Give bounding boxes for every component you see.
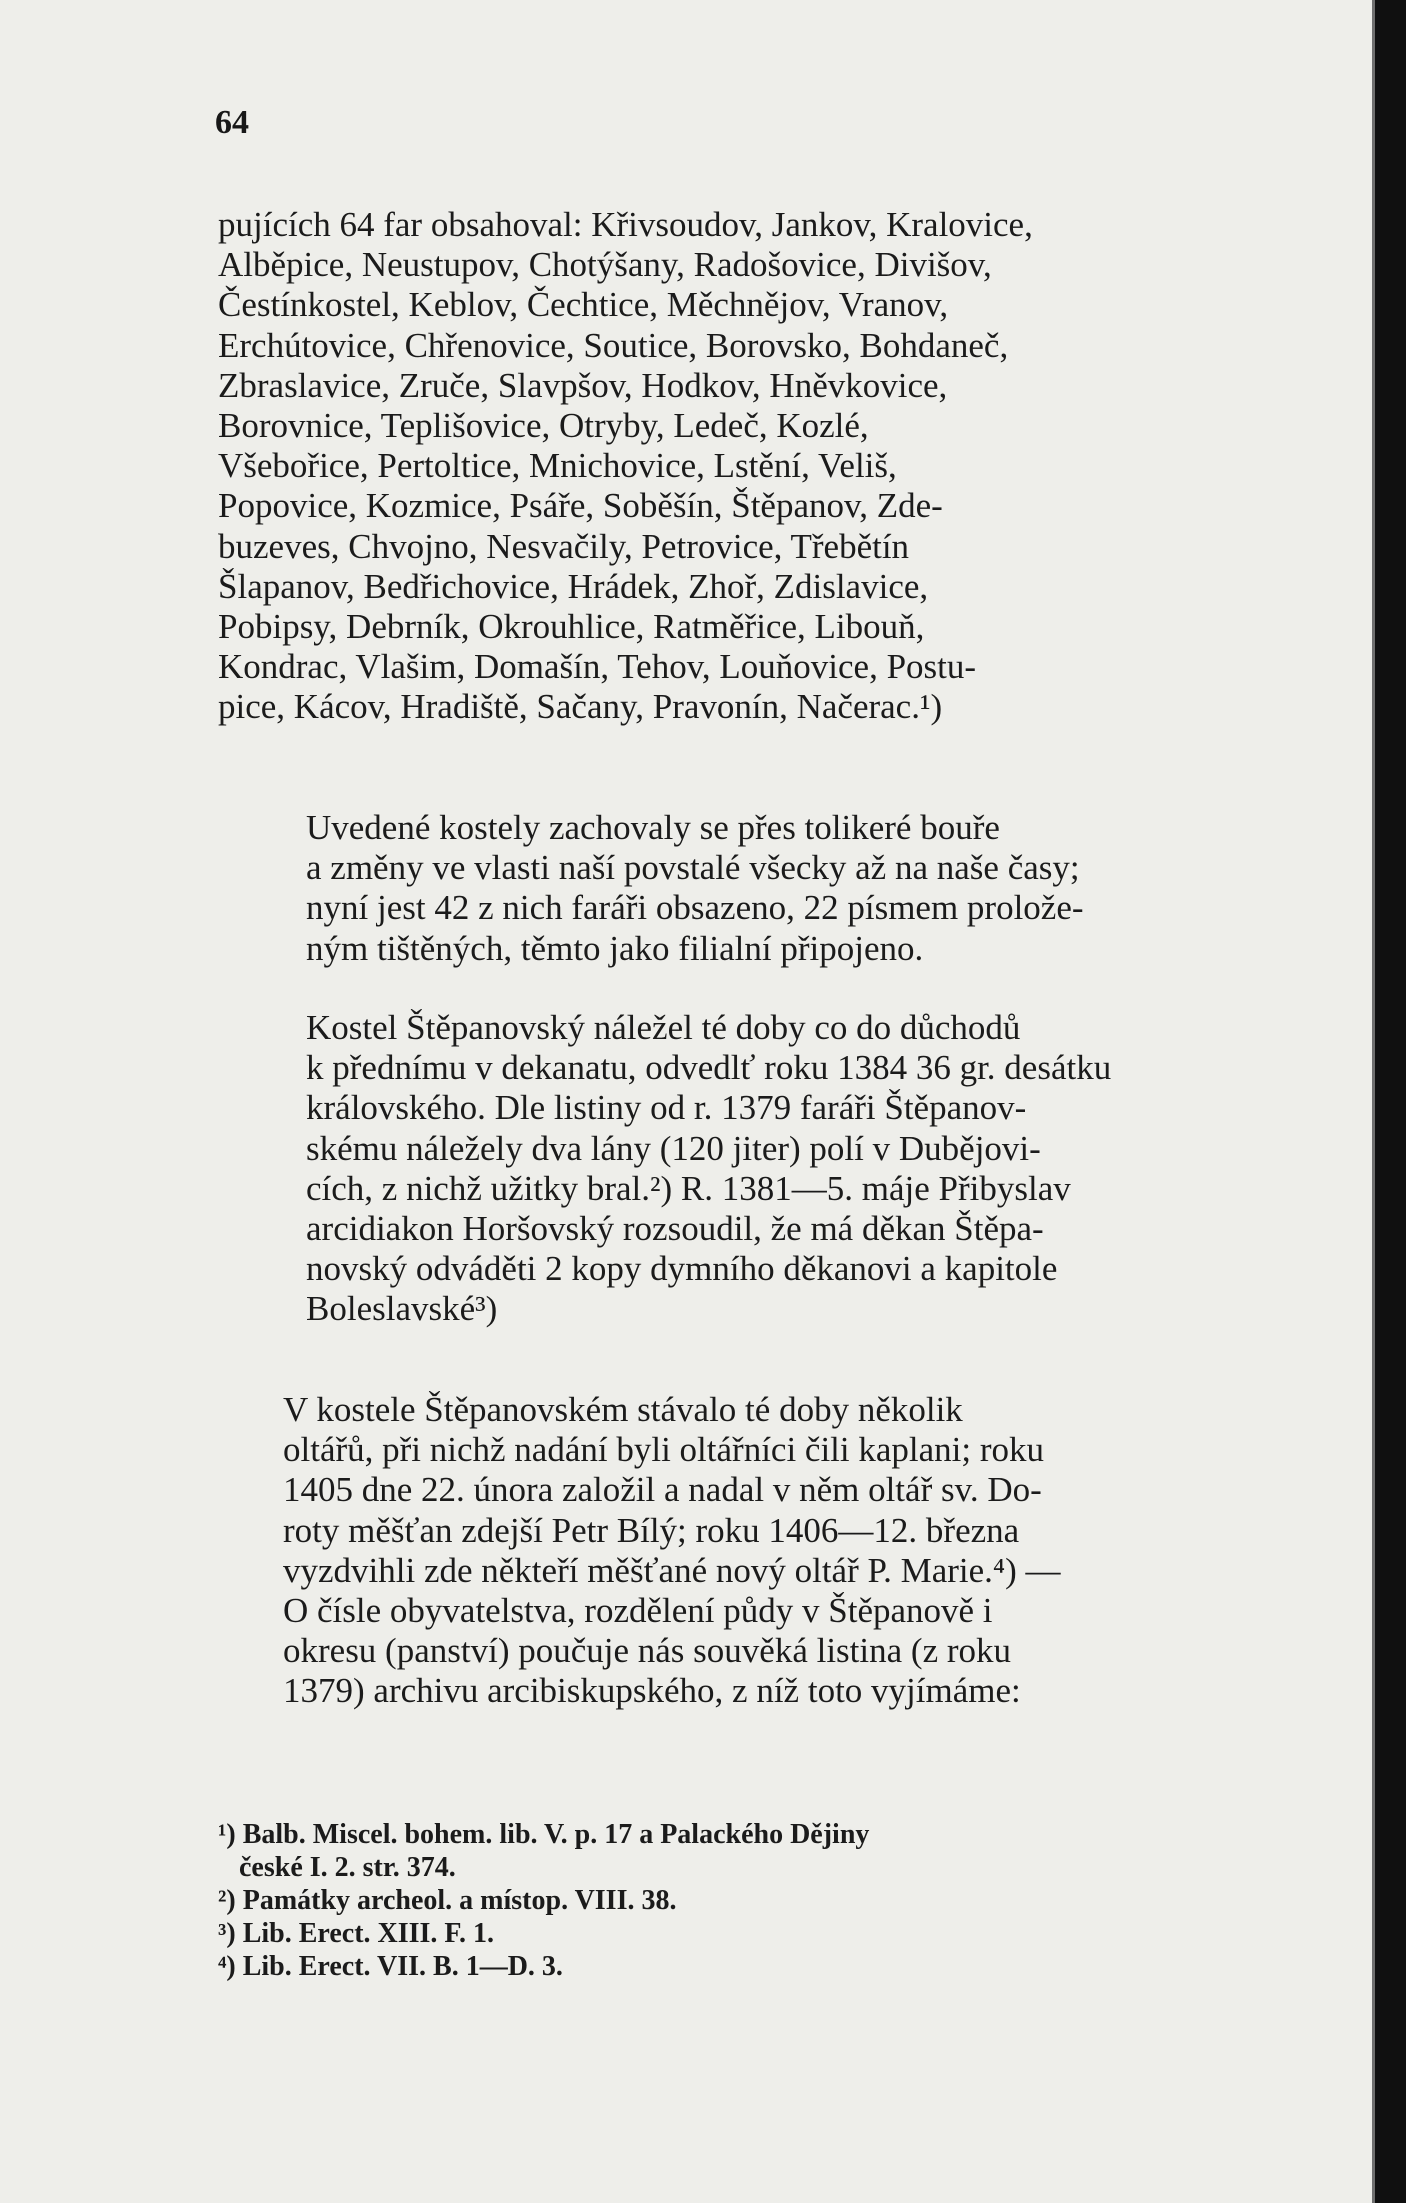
text-line: pujících 64 far obsahoval: Křivsoudov, Jankov, Kralovice,	[218, 205, 1033, 244]
text-line: Zbraslavice, Zruče, Slavpšov, Hodkov, Hněvkovice,	[218, 365, 948, 405]
text-line: O čísle obyvatelstva, rozdělení půdy v Štěpanově i	[283, 1591, 993, 1631]
text-line: vyzdvihli zde někteří měšťané nový oltář P. Marie.⁴) —	[283, 1550, 1061, 1590]
paragraph-altars	[218, 1390, 1280, 1712]
text-line: Erchútovice, Chřenovice, Soutice, Borovsko, Bohdaneč,	[218, 325, 1009, 365]
text-line: roty měšťan zdejší Petr Bílý; roku 1406—12. března	[283, 1510, 1020, 1550]
text-line: k přednímu v dekanatu, odvedlť roku 1384 36 gr. desátku	[306, 1048, 1112, 1088]
text-line: královského. Dle listiny od r. 1379 faráři Štěpanov-	[306, 1088, 1027, 1128]
text-line: Uvedené kostely zachovaly se přes tolikeré bouře	[306, 808, 1000, 847]
paragraph-parish-list	[218, 205, 1280, 728]
paragraph-stepanov-church	[218, 1008, 1280, 1330]
text-line: skému náležely dva lány (120 jiter) polí v Dubějovi-	[306, 1128, 1041, 1168]
footnote-3: ³) Lib. Erect. XIII. F. 1.	[218, 1918, 494, 1949]
text-line: cích, z nichž užitky bral.²) R. 1381—5. máje Přibyslav	[306, 1168, 1071, 1208]
text-line: Pobipsy, Debrník, Okrouhlice, Ratměřice, Libouň,	[218, 607, 925, 647]
text-line: pice, Kácov, Hradiště, Sačany, Pravonín, Načerac.¹)	[218, 687, 943, 727]
text-line: Popovice, Kozmice, Psáře, Soběšín, Štěpanov, Zde-	[218, 486, 943, 526]
text-line: Alběpice, Neustupov, Chotýšany, Radošovice, Divišov,	[218, 245, 992, 285]
text-line: okresu (panství) poučuje nás souvěká listina (z roku	[283, 1631, 1012, 1671]
text-line: Boleslavské³)	[306, 1289, 498, 1329]
text-line: novský odváděti 2 kopy dymního děkanovi a kapitole	[306, 1249, 1058, 1289]
text-line: Šlapanov, Bedřichovice, Hrádek, Zhoř, Zdislavice,	[218, 566, 929, 606]
page-number: 64	[215, 104, 249, 141]
footnote-1: ¹) Balb. Miscel. bohem. lib. V. p. 17 a Palackého Dějiny	[218, 1819, 870, 1850]
paragraph-churches-preserved	[218, 808, 1280, 969]
text-line: Borovnice, Teplišovice, Otryby, Ledeč, Kozlé,	[218, 406, 869, 446]
footnote-1-continuation: české I. 2. str. 374.	[239, 1852, 456, 1883]
text-line: 1379) archivu arcibiskupského, z níž toto vyjímáme:	[283, 1671, 1021, 1711]
footnote-2: ²) Památky archeol. a místop. VIII. 38.	[218, 1885, 677, 1916]
text-line: Kostel Štěpanovský náležel té doby co do důchodů	[306, 1008, 1021, 1047]
text-line: arcidiakon Horšovský rozsoudil, že má děkan Štěpa-	[306, 1209, 1044, 1249]
text-line: Čestínkostel, Keblov, Čechtice, Měchnějov, Vranov,	[218, 285, 949, 325]
text-line: nyní jest 42 z nich faráři obsazeno, 22 písmem prolože-	[306, 888, 1084, 928]
text-line: 1405 dne 22. února založil a nadal v něm oltář sv. Do-	[283, 1470, 1042, 1510]
text-line: ným tištěných, těmto jako filialní připojeno.	[306, 928, 924, 968]
footnote-4: ⁴) Lib. Erect. VII. B. 1—D. 3.	[218, 1951, 563, 1982]
text-line: Kondrac, Vlašim, Domašín, Tehov, Louňovice, Postu-	[218, 647, 977, 687]
text-line: oltářů, při nichž nadání byli oltářníci čili kaplani; roku	[283, 1430, 1045, 1470]
text-line: V kostele Štěpanovském stávalo té doby několik	[283, 1390, 963, 1429]
footnotes	[218, 1818, 1280, 1983]
text-line: Všebořice, Pertoltice, Mnichovice, Lstění, Veliš,	[218, 446, 897, 486]
text-line: buzeves, Chvojno, Nesvačily, Petrovice, Třebětín	[218, 526, 910, 566]
text-line: a změny ve vlasti naší povstalé všecky až na naše časy;	[306, 848, 1080, 888]
